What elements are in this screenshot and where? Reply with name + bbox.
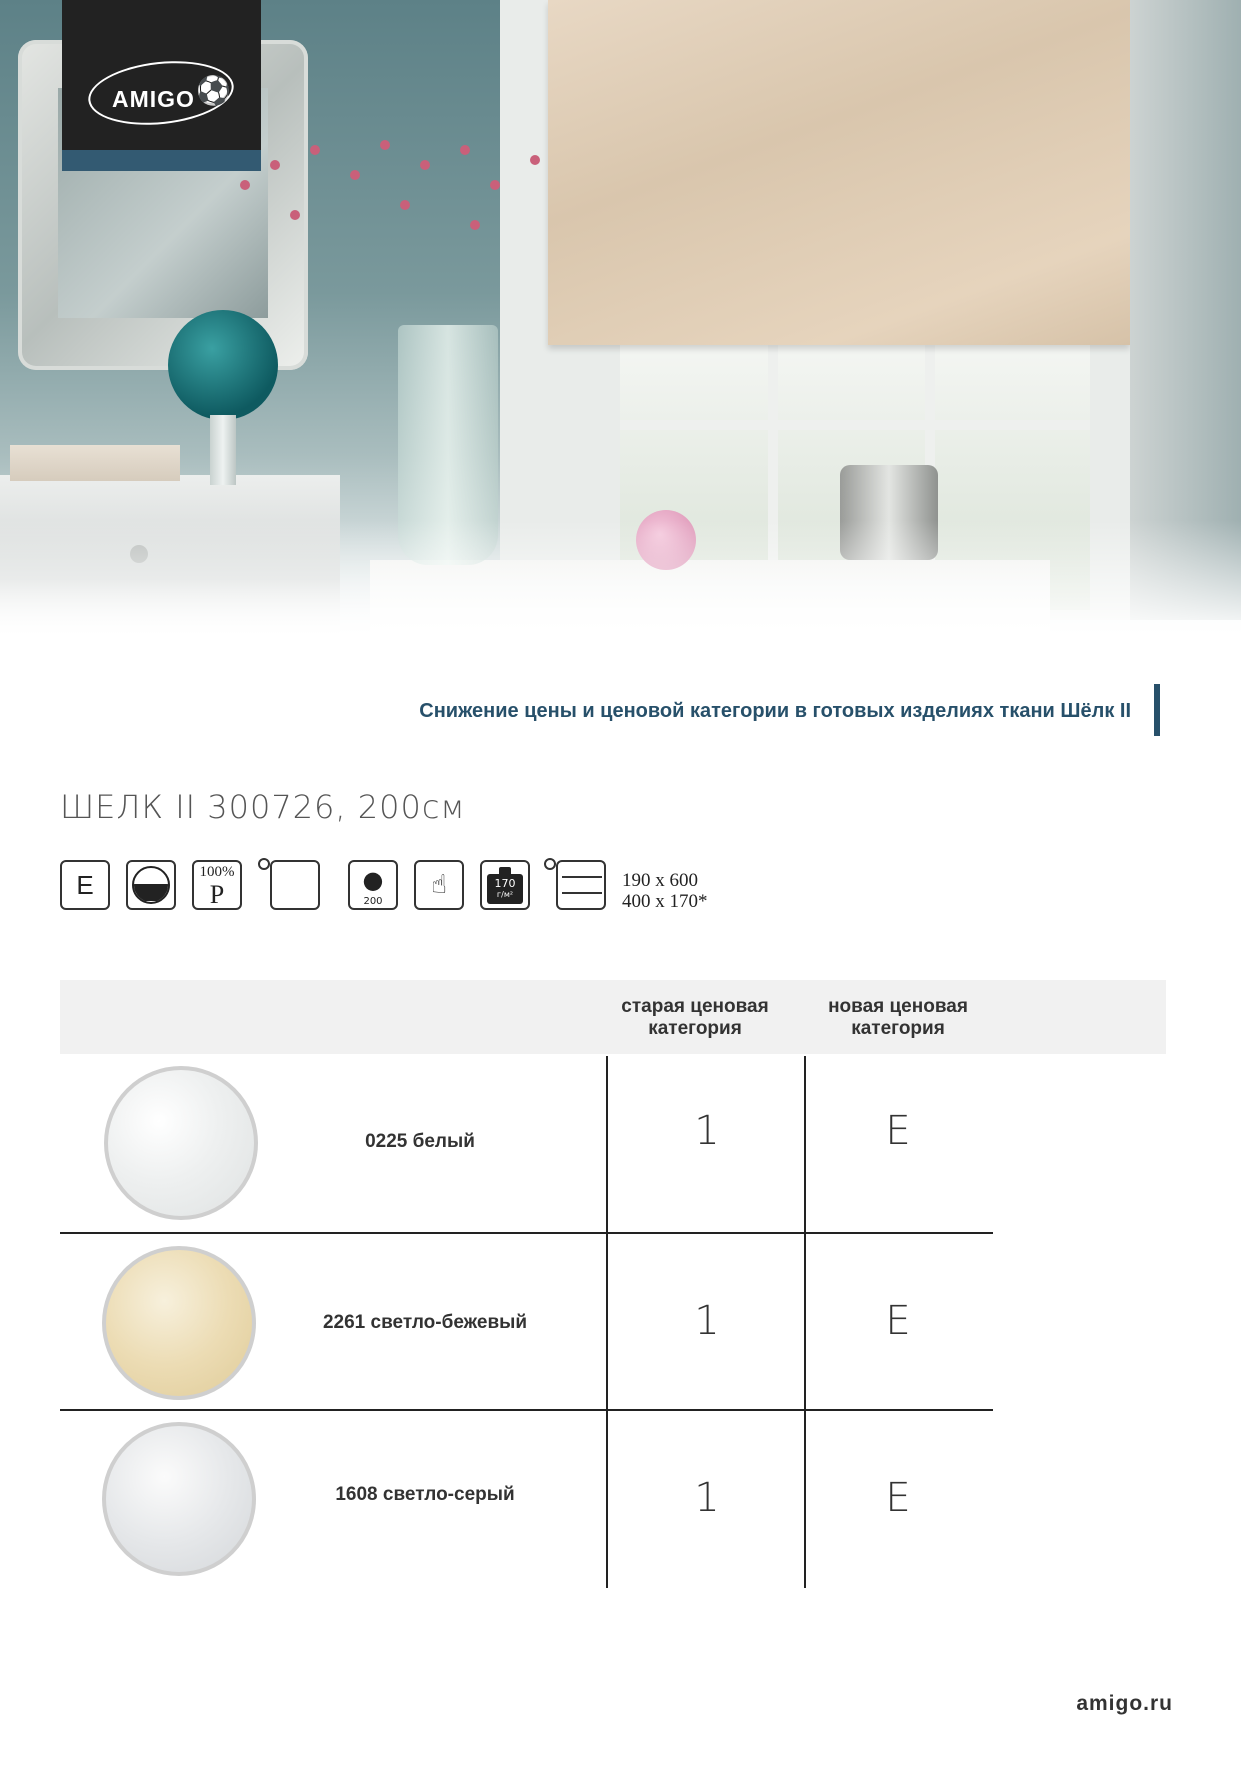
child-safe-icon xyxy=(348,860,398,910)
column-divider xyxy=(804,1056,806,1588)
max-size-icon xyxy=(556,860,606,910)
swatch-0225 xyxy=(104,1066,258,1220)
max-sizes xyxy=(622,870,708,912)
new-category: E xyxy=(885,1108,911,1154)
size-2: 400 x 170* xyxy=(622,891,708,912)
old-category: 1 xyxy=(694,1108,720,1154)
logo-figure-icon: ⚽ xyxy=(196,74,231,107)
roll-icon xyxy=(270,860,320,910)
new-category: E xyxy=(885,1475,911,1521)
dimout-icon xyxy=(126,860,176,910)
website-link[interactable]: amigo.ru xyxy=(1076,1692,1173,1715)
books xyxy=(10,445,180,481)
color-name: 1608 светло-серый xyxy=(335,1484,515,1505)
hero-fade xyxy=(0,520,1241,650)
wet-clean-icon xyxy=(414,860,464,910)
old-category: 1 xyxy=(694,1298,720,1344)
header-new-category: новая ценовая категория xyxy=(828,996,968,1039)
logo-strip xyxy=(62,150,261,171)
logo-text: AMIGO xyxy=(112,86,195,112)
new-category: E xyxy=(885,1298,911,1344)
row-divider xyxy=(60,1232,993,1234)
composition-material: P xyxy=(209,880,225,909)
color-name: 2261 светло-бежевый xyxy=(322,1312,528,1333)
product-title: ШЕЛК II 300726, 200см xyxy=(60,788,466,826)
density-value: 170 xyxy=(494,877,516,890)
header-old-category: старая ценовая категория xyxy=(621,996,769,1039)
density-unit: г/м² xyxy=(496,890,514,899)
swatch-2261 xyxy=(102,1246,256,1400)
teal-jar-stem xyxy=(210,415,236,485)
composition-percent: 100% xyxy=(199,864,235,880)
notice-text: Снижение цены и ценовой категории в готовых изделиях ткани Шёлк II xyxy=(419,700,1131,722)
column-divider xyxy=(606,1056,608,1588)
old-category: 1 xyxy=(694,1475,720,1521)
half-circle-icon xyxy=(132,866,170,904)
category-letter: E xyxy=(76,870,94,900)
flowers xyxy=(230,140,560,340)
row-divider xyxy=(60,1409,993,1411)
size-1: 190 x 600 xyxy=(622,870,698,891)
window-mullion xyxy=(620,420,1090,430)
size-line xyxy=(562,892,602,894)
child-safe-width: 200 xyxy=(363,896,383,907)
density-icon xyxy=(480,860,530,910)
hand-wipe-icon: ☝ xyxy=(431,870,447,900)
composition-icon xyxy=(192,860,242,910)
roll-dot-icon xyxy=(544,858,556,870)
child-figure-icon: ● xyxy=(362,866,384,894)
roller-blind xyxy=(548,0,1130,345)
swatch-1608 xyxy=(102,1422,256,1576)
color-name: 0225 белый xyxy=(365,1131,475,1152)
size-line xyxy=(562,876,602,878)
notice-bar xyxy=(1154,684,1160,736)
roll-dot-icon xyxy=(258,858,270,870)
category-icon xyxy=(60,860,110,910)
